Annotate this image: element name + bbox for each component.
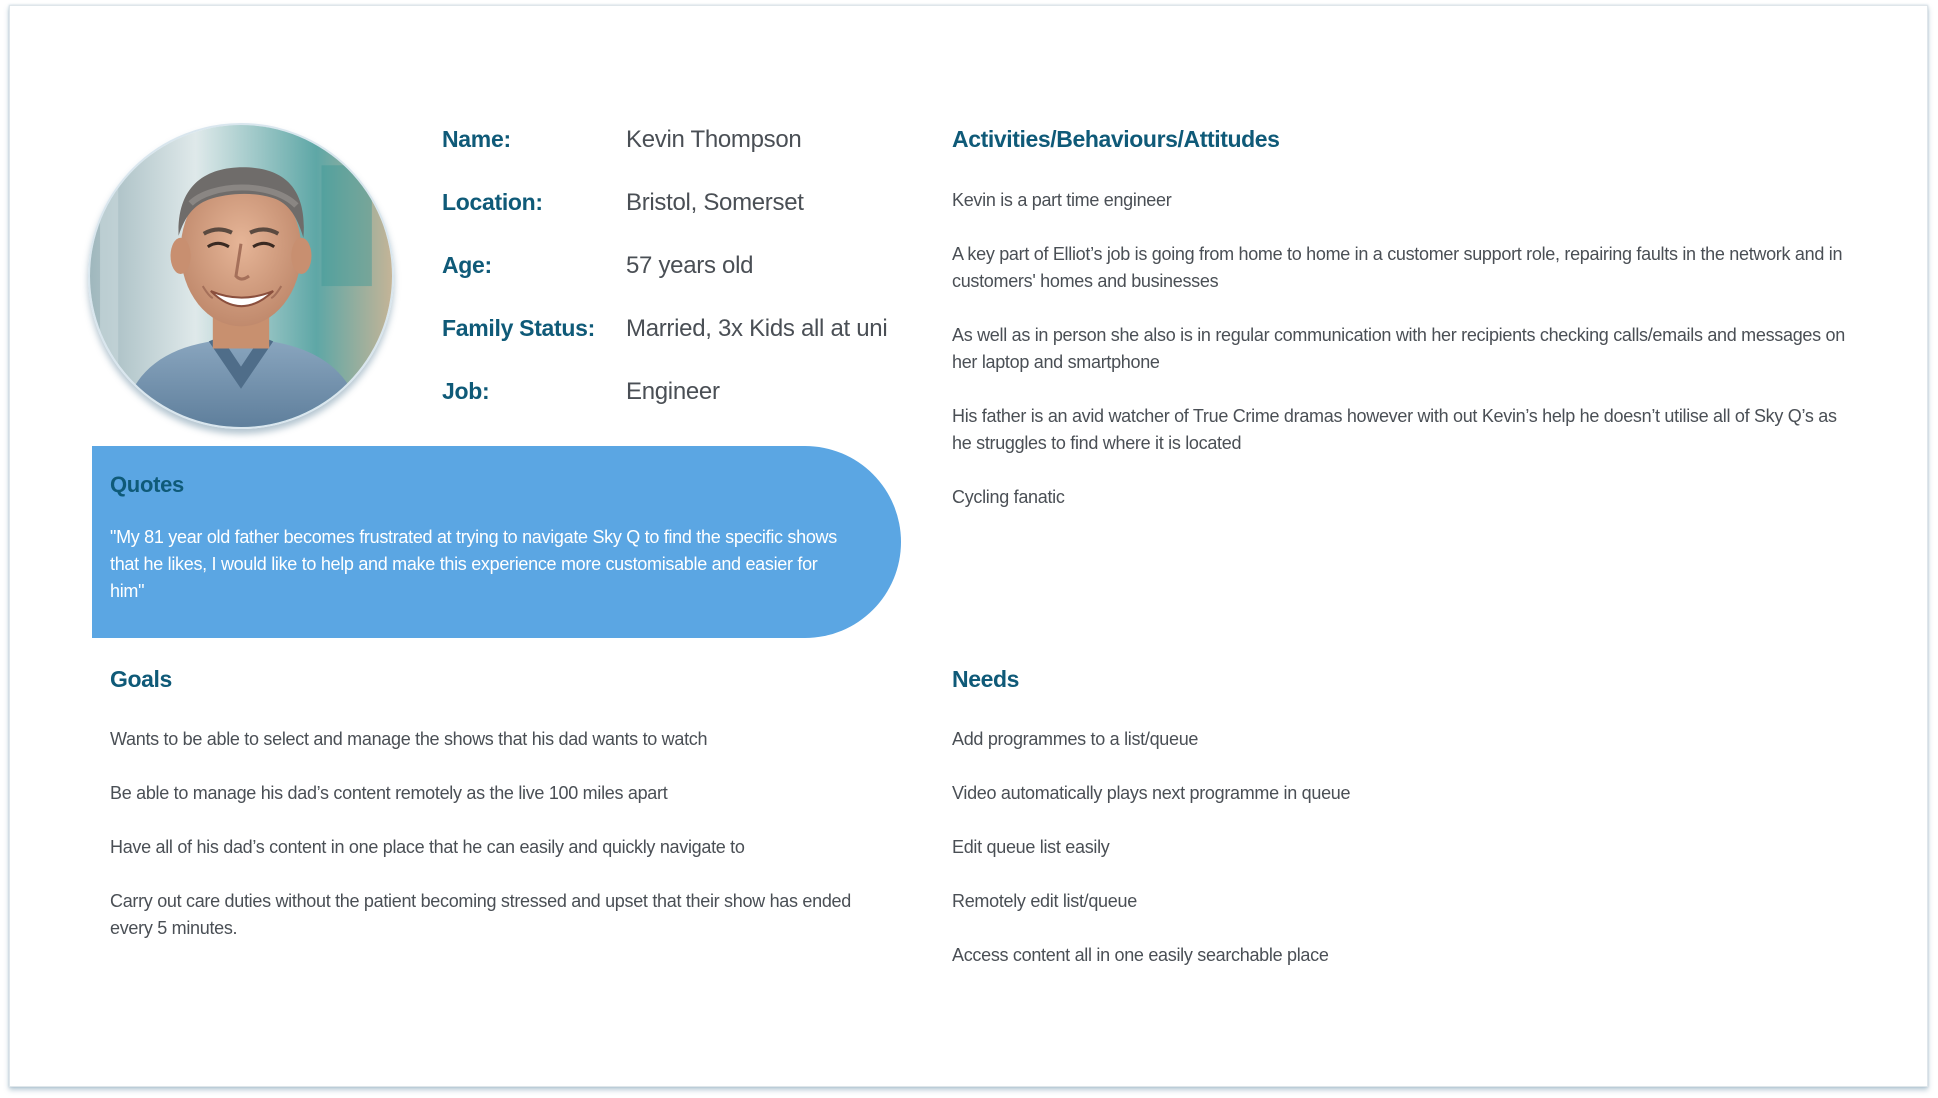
persona-photo [88,123,394,429]
need-item: Video automatically plays next programme in queue [952,783,1351,803]
activity-item: As well as in person she also is in regular communication with her recipients checking calls/emails and messages on her laptop and smartphone [952,325,1845,372]
need-item: Access content all in one easily searchable place [952,945,1329,965]
activity-item: His father is an avid watcher of True Crime dramas however with out Kevin’s help he doesn’t utilise all of Sky Q’s as he struggles to find where it is located [952,406,1837,453]
job-value: Engineer [626,378,720,405]
needs-title: Needs [952,666,1020,692]
location-label: Location: [442,189,543,215]
age-value: 57 years old [626,252,754,279]
age-label: Age: [442,252,492,278]
activity-item: A key part of Elliot’s job is going from home to home in a customer support role, repairing faults in the network and in customers' homes and businesses [952,244,1843,291]
family-status-label: Family Status: [442,315,596,341]
activities-title: Activities/Behaviours/Attitudes [952,126,1280,152]
need-item: Remotely edit list/queue [952,891,1137,911]
quote-text: "My 81 year old father becomes frustrated at trying to navigate Sky Q to find the specific shows that he likes, I would like to help and make this experience more customisable and easier for him" [110,527,837,601]
family-status-value: Married, 3x Kids all at uni [626,315,888,342]
quotes-panel [92,446,901,638]
quotes-title: Quotes [110,472,184,497]
goals-title: Goals [110,666,172,692]
goal-item: Wants to be able to select and manage the shows that his dad wants to watch [110,729,708,749]
goal-item: Have all of his dad’s content in one place that he can easily and quickly navigate to [110,837,745,857]
activity-item: Cycling fanatic [952,487,1065,507]
location-value: Bristol, Somerset [626,189,804,216]
name-label: Name: [442,126,511,152]
goal-item: Be able to manage his dad’s content remotely as the live 100 miles apart [110,783,668,803]
activity-item: Kevin is a part time engineer [952,190,1172,210]
job-label: Job: [442,378,490,404]
need-item: Add programmes to a list/queue [952,729,1199,749]
name-value: Kevin Thompson [626,126,802,153]
need-item: Edit queue list easily [952,837,1110,857]
goal-item: Carry out care duties without the patient becoming stressed and upset that their show has ended every 5 minutes. [110,891,851,938]
